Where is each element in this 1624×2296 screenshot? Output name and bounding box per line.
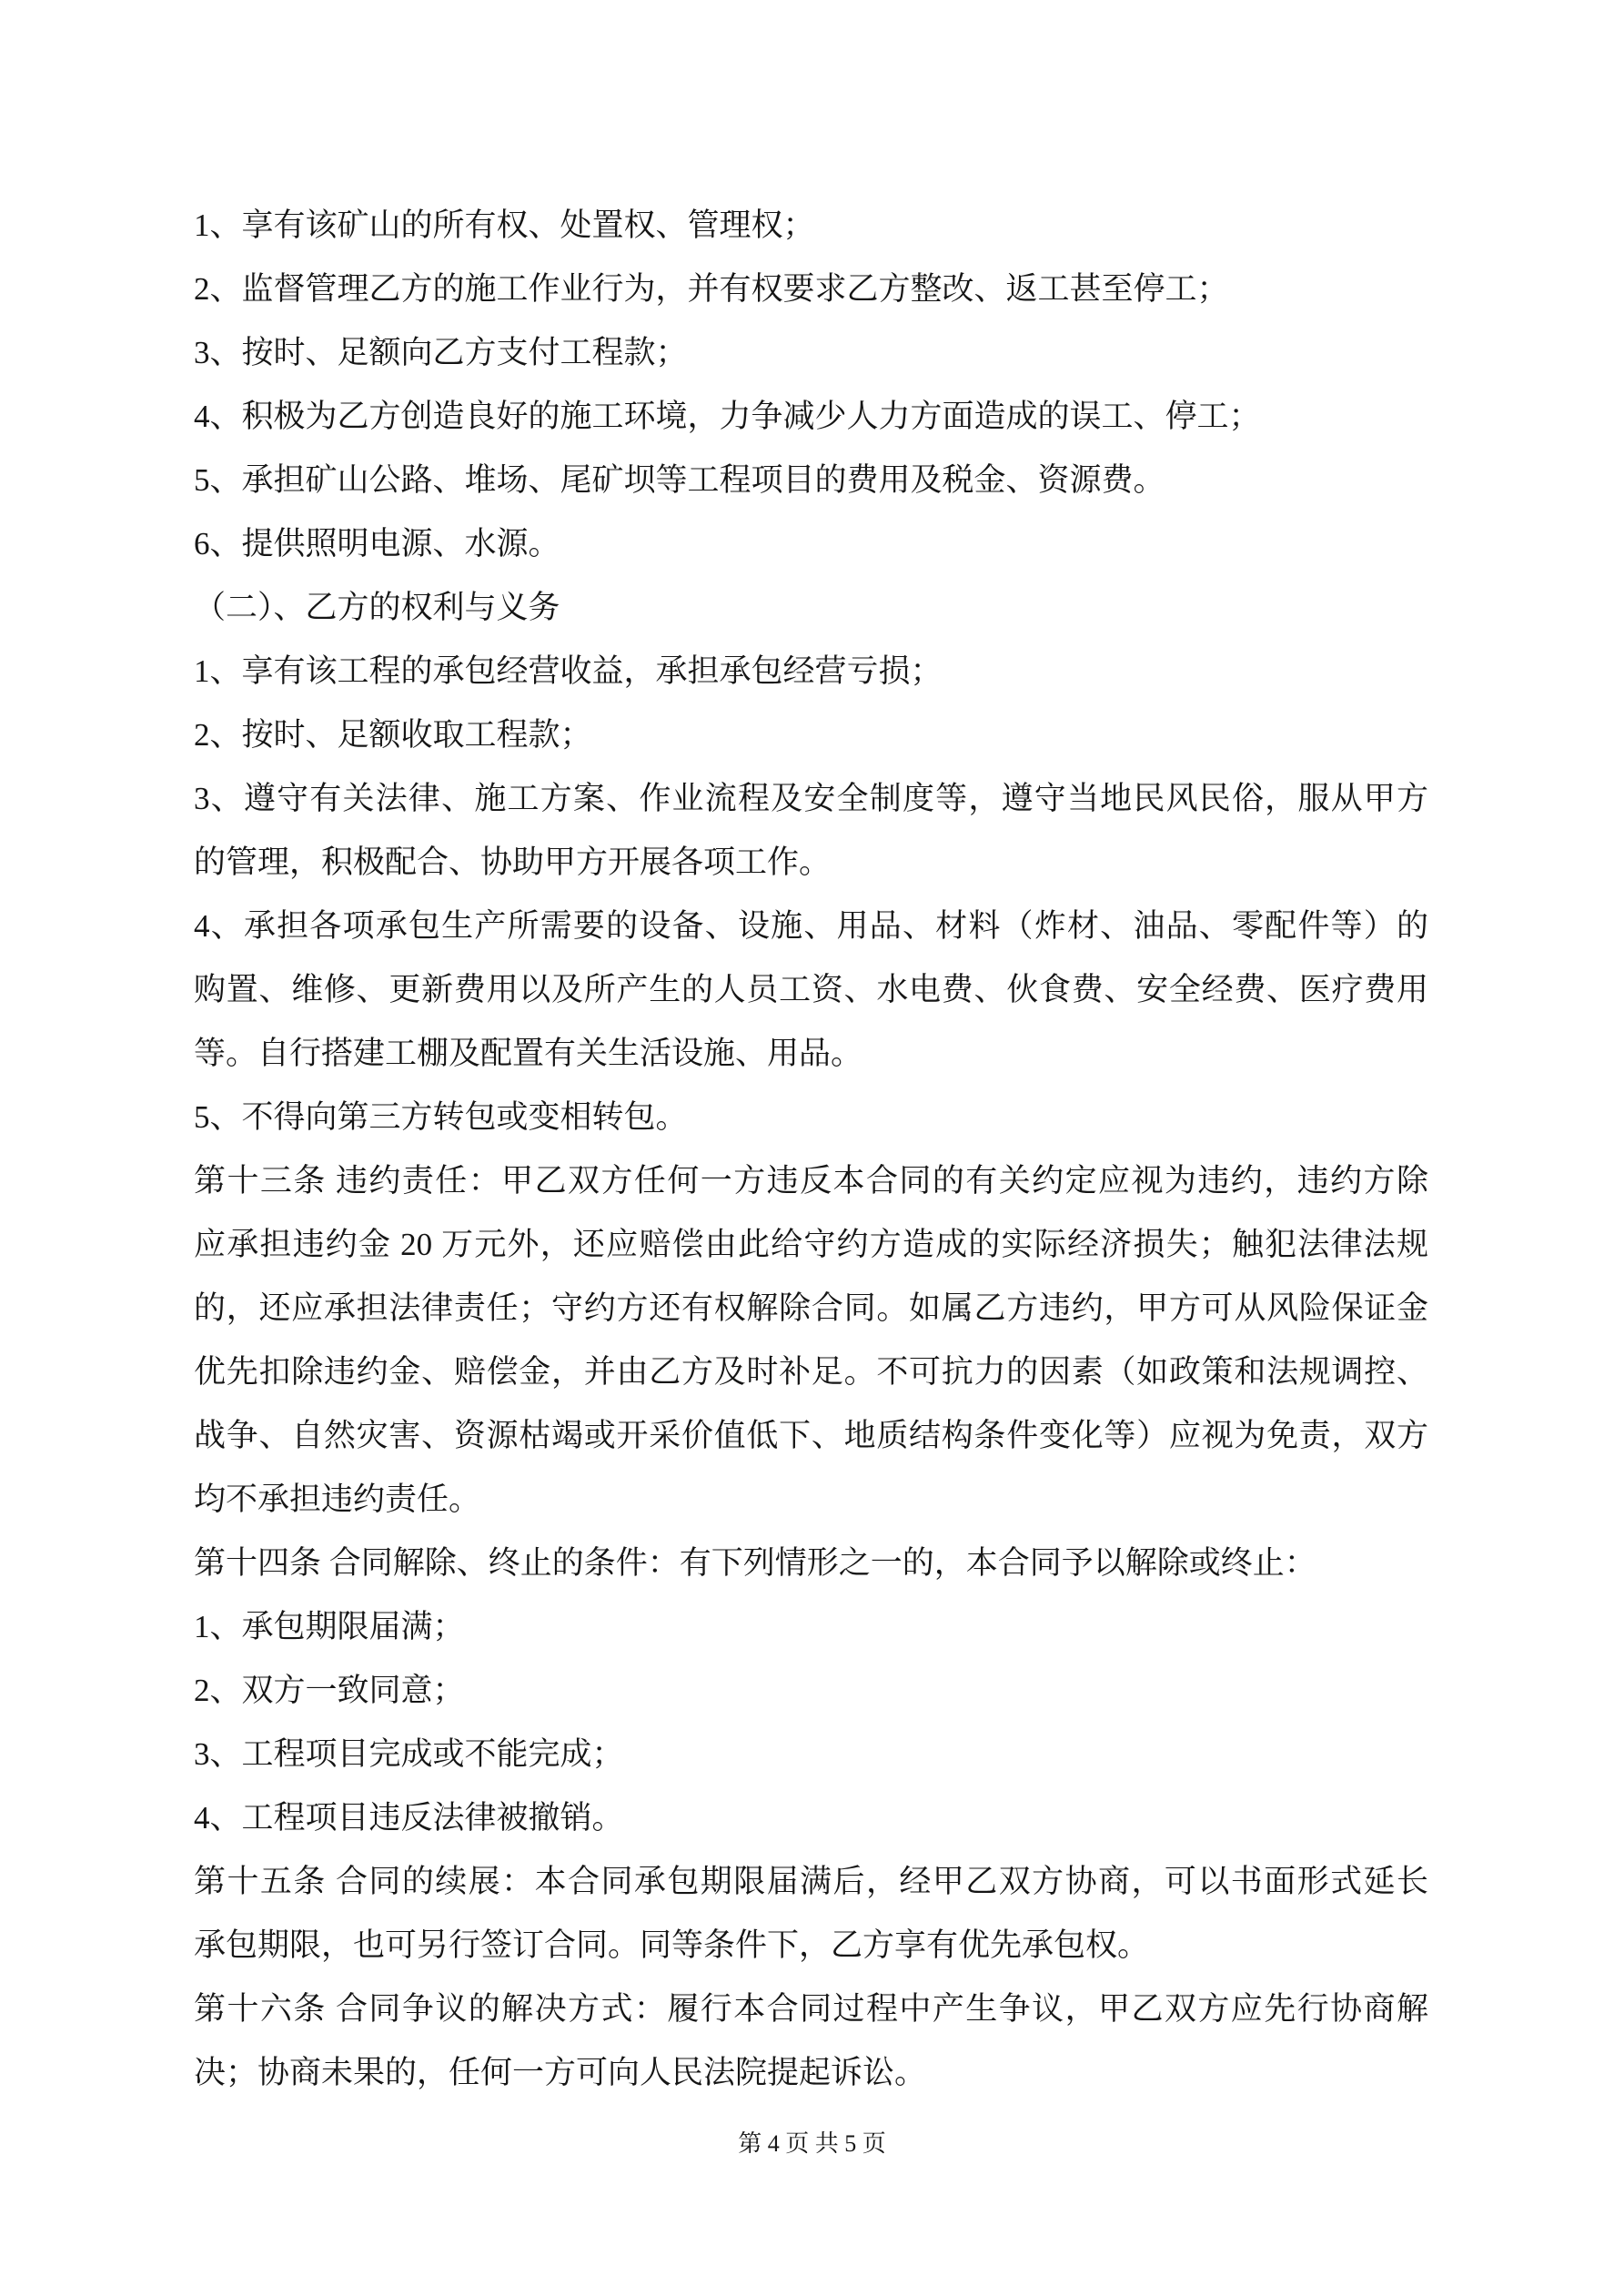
text-line: 决；协商未果的，任何一方可向人民法院提起诉讼。	[194, 2055, 927, 2090]
text-line: 第十四条 合同解除、终止的条件：有下列情形之一的，本合同予以解除或终止：	[194, 1545, 1316, 1581]
text-line: 第十五条 合同的续展：本合同承包期限届满后，经甲乙双方协商，可以书面形式延长	[194, 1864, 1428, 1899]
text-line: 2、按时、足额收取工程款；	[194, 717, 592, 753]
text-line: 2、双方一致同意；	[194, 1673, 465, 1708]
text-line: 第十六条 合同争议的解决方式：履行本合同过程中产生争议，甲乙双方应先行协商解	[194, 1991, 1428, 2027]
text-line: 4、积极为乙方创造良好的施工环境，力争减少人力方面造成的误工、停工；	[194, 399, 1261, 434]
text-line: 应承担违约金 20 万元外，还应赔偿由此给守约方造成的实际经济损失；触犯法律法规	[194, 1227, 1428, 1262]
text-line: 承包期限，也可另行签订合同。同等条件下，乙方享有优先承包权。	[194, 1927, 1150, 1963]
text-line: 5、不得向第三方转包或变相转包。	[194, 1099, 688, 1135]
text-line: 等。自行搭建工棚及配置有关生活设施、用品。	[194, 1036, 863, 1071]
text-line: 2、监督管理乙方的施工作业行为，并有权要求乙方整改、返工甚至停工；	[194, 271, 1229, 307]
text-line: 4、工程项目违反法律被撤销。	[194, 1800, 624, 1836]
text-line: 1、承包期限届满；	[194, 1609, 465, 1644]
text-line: 3、遵守有关法律、施工方案、作业流程及安全制度等，遵守当地民风民俗，服从甲方	[194, 781, 1428, 816]
text-line: 5、承担矿山公路、堆场、尾矿坝等工程项目的费用及税金、资源费。	[194, 462, 1165, 498]
text-line: 均不承担违约责任。	[194, 1482, 481, 1517]
page-footer: 第 4 页 共 5 页	[738, 2130, 886, 2157]
text-line: 优先扣除违约金、赔偿金，并由乙方及时补足。不可抗力的因素（如政策和法规调控、	[194, 1354, 1428, 1390]
text-line: 的管理，积极配合、协助甲方开展各项工作。	[194, 845, 832, 880]
text-line: 4、承担各项承包生产所需要的设备、设施、用品、材料（炸材、油品、零配件等）的	[194, 908, 1428, 944]
text-line: 1、享有该工程的承包经营收益，承担承包经营亏损；	[194, 653, 943, 689]
text-line: 6、提供照明电源、水源。	[194, 526, 560, 561]
text-line: 第十三条 违约责任：甲乙双方任何一方违反本合同的有关约定应视为违约，违约方除	[194, 1163, 1428, 1199]
text-line: （二）、乙方的权利与义务	[194, 590, 560, 625]
text-line: 战争、自然灾害、资源枯竭或开采价值低下、地质结构条件变化等）应视为免责，双方	[194, 1418, 1428, 1453]
text-line: 的，还应承担法律责任；守约方还有权解除合同。如属乙方违约，甲方可从风险保证金	[194, 1290, 1428, 1326]
text-line: 3、工程项目完成或不能完成；	[194, 1736, 624, 1772]
text-line: 1、享有该矿山的所有权、处置权、管理权；	[194, 207, 815, 243]
text-line: 3、按时、足额向乙方支付工程款；	[194, 335, 688, 370]
document-body	[194, 194, 1428, 2105]
text-line: 购置、维修、更新费用以及所产生的人员工资、水电费、伙食费、安全经费、医疗费用	[194, 972, 1428, 1007]
